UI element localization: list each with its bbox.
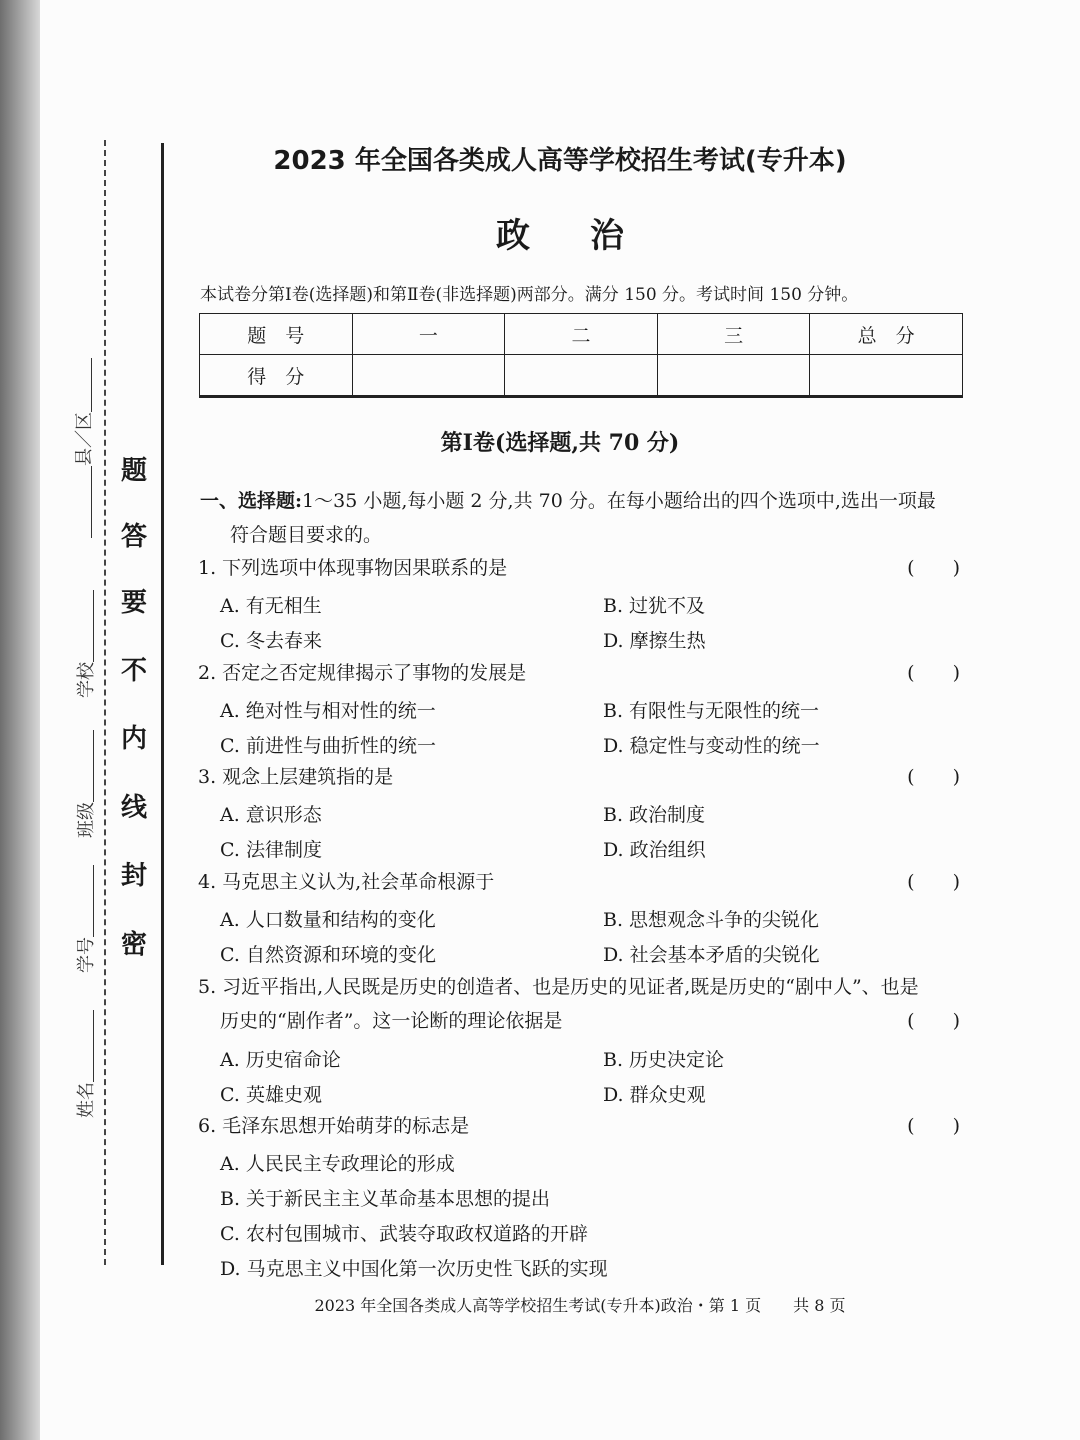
- score-header-cell: 一: [352, 314, 505, 355]
- name-field[interactable]: 姓名: [76, 1082, 97, 1118]
- option-a: A. 意识形态: [220, 804, 322, 826]
- score-row-label: 得 分: [200, 355, 353, 397]
- score-header-cell: 题 号: [200, 314, 353, 355]
- option-d: D. 马克思主义中国化第一次历史性飞跃的实现: [220, 1258, 608, 1280]
- question-stem: 5. 习近平指出,人民既是历史的创造者、也是历史的见证者,既是历史的“剧中人”、也是: [198, 976, 919, 998]
- answer-paren[interactable]: ( ): [907, 557, 960, 579]
- score-header-cell: 三: [657, 314, 810, 355]
- instr-continued: 符合题目要求的。: [230, 524, 383, 546]
- option-d: D. 摩擦生热: [603, 630, 706, 652]
- question-stem: 1. 下列选项中体现事物因果联系的是: [198, 557, 508, 579]
- option-d: D. 政治组织: [603, 839, 706, 861]
- page-footer: 2023 年全国各类成人高等学校招生考试(专升本)政治・第 1 页 共 8 页: [314, 1296, 846, 1315]
- score-cell[interactable]: [810, 355, 963, 397]
- score-cell[interactable]: [352, 355, 505, 397]
- option-b: B. 历史决定论: [603, 1049, 725, 1071]
- instr-text: 1～35 小题,每小题 2 分,共 70 分。在每小题给出的四个选项中,选出一项最: [302, 490, 936, 512]
- seal-char: 不: [120, 656, 147, 686]
- subject-title: 政治: [496, 216, 684, 256]
- option-c: C. 冬去春来: [220, 630, 322, 652]
- question-stem: 4. 马克思主义认为,社会革命根源于: [198, 871, 495, 893]
- seal-char: 要: [120, 588, 147, 618]
- answer-paren[interactable]: ( ): [907, 871, 960, 893]
- option-c: C. 法律制度: [220, 839, 322, 861]
- seal-char: 密: [120, 930, 147, 960]
- seal-char: 题: [120, 456, 147, 486]
- option-c: C. 前进性与曲折性的统一: [220, 735, 436, 757]
- page-edge-shadow: [0, 0, 40, 1440]
- question-6: [198, 1109, 968, 1143]
- instr-lead: 一、选择题:: [200, 490, 303, 512]
- option-a: A. 绝对性与相对性的统一: [220, 700, 436, 722]
- question-stem: 3. 观念上层建筑指的是: [198, 766, 394, 788]
- option-a: A. 历史宿命论: [220, 1049, 341, 1071]
- question-stem-continued: 历史的“剧作者”。这一论断的理论依据是: [220, 1010, 563, 1032]
- seal-char: 答: [120, 522, 147, 552]
- question-4: [198, 865, 968, 899]
- option-b: B. 有限性与无限性的统一: [603, 700, 820, 722]
- score-header-cell: 二: [505, 314, 658, 355]
- seal-solid-line: [161, 143, 164, 1265]
- school-field[interactable]: 学校: [76, 662, 97, 698]
- answer-paren[interactable]: ( ): [907, 1115, 960, 1137]
- answer-paren[interactable]: ( ): [907, 766, 960, 788]
- option-a: A. 人民民主专政理论的形成: [220, 1153, 455, 1175]
- option-c: C. 农村包围城市、武装夺取政权道路的开辟: [220, 1223, 588, 1245]
- question-stem: 2. 否定之否定规律揭示了事物的发展是: [198, 662, 527, 684]
- option-b: B. 关于新民主主义革命基本思想的提出: [220, 1188, 551, 1210]
- answer-paren[interactable]: ( ): [907, 662, 960, 684]
- score-table-score-row: [200, 355, 963, 397]
- option-c: C. 英雄史观: [220, 1084, 322, 1106]
- option-d: D. 社会基本矛盾的尖锐化: [603, 944, 820, 966]
- option-a: A. 人口数量和结构的变化: [220, 909, 436, 931]
- question-stem: 6. 毛泽东思想开始萌芽的标志是: [198, 1115, 470, 1137]
- exam-intro: 本试卷分第Ⅰ卷(选择题)和第Ⅱ卷(非选择题)两部分。满分 150 分。考试时间 150 分钟。: [200, 285, 859, 305]
- score-cell[interactable]: [505, 355, 658, 397]
- student-id-field[interactable]: 学号: [76, 937, 97, 973]
- option-b: B. 思想观念斗争的尖锐化: [603, 909, 820, 931]
- county-district-field[interactable]: 县／区: [74, 412, 95, 466]
- question-2: [198, 656, 968, 690]
- seal-char: 封: [120, 861, 147, 891]
- answer-paren[interactable]: ( ): [907, 1010, 960, 1032]
- question-5: [198, 970, 968, 1038]
- seal-char: 内: [120, 724, 147, 754]
- option-a: A. 有无相生: [220, 595, 322, 617]
- section-title: 第Ⅰ卷(选择题,共 70 分): [440, 430, 680, 456]
- seal-char: 线: [120, 793, 147, 823]
- class-field[interactable]: 班级: [76, 802, 97, 838]
- option-c: C. 自然资源和环境的变化: [220, 944, 436, 966]
- option-b: B. 政治制度: [603, 804, 706, 826]
- exam-title: 2023 年全国各类成人高等学校招生考试(专升本): [273, 146, 847, 176]
- option-d: D. 群众史观: [603, 1084, 706, 1106]
- score-table: [199, 313, 963, 398]
- section-instructions: [200, 484, 970, 552]
- score-cell[interactable]: [657, 355, 810, 397]
- question-1: [198, 551, 968, 585]
- question-3: [198, 760, 968, 794]
- option-d: D. 稳定性与变动性的统一: [603, 735, 820, 757]
- seal-dashed-line: [104, 140, 106, 1265]
- option-b: B. 过犹不及: [603, 595, 706, 617]
- score-table-header-row: [200, 314, 963, 355]
- score-header-cell: 总 分: [810, 314, 963, 355]
